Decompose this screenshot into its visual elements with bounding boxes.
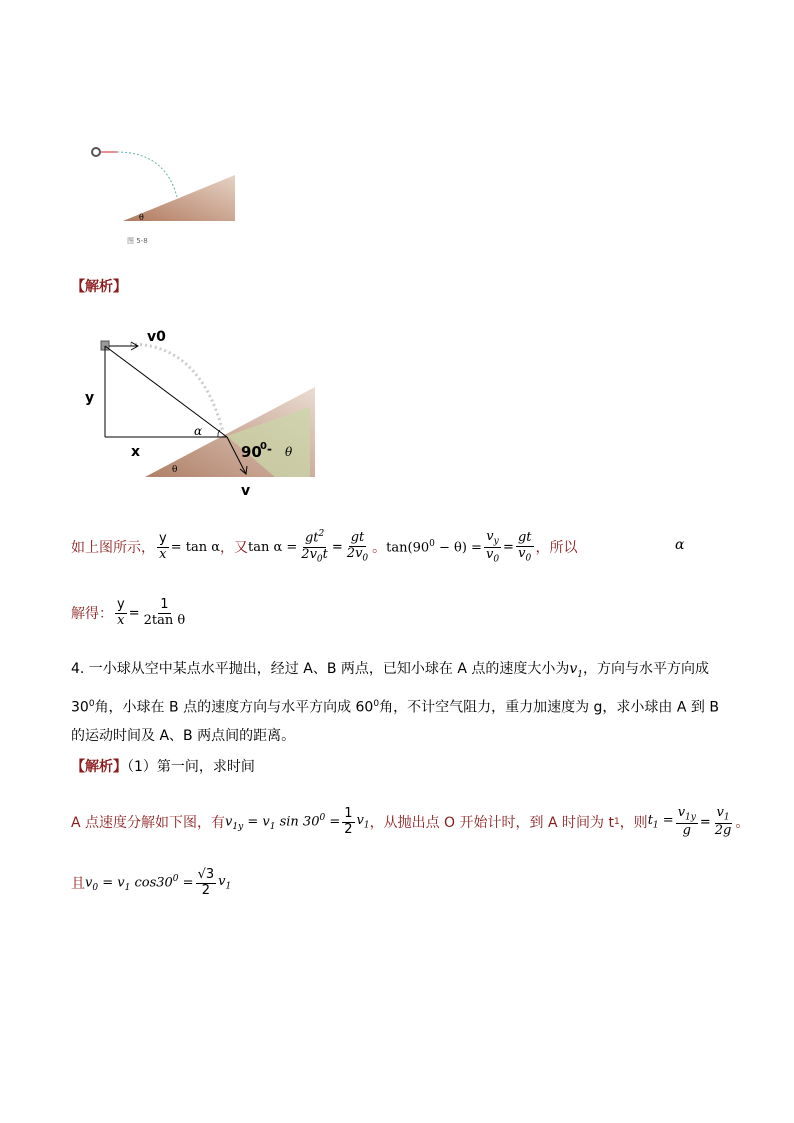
label-v: v xyxy=(241,483,251,499)
l2-prefix: 解得： xyxy=(71,606,113,622)
label-theta2: θ xyxy=(172,465,178,475)
minus-theta: − θ) = xyxy=(434,540,482,556)
label-v0: v0 xyxy=(147,329,166,345)
q4-sub1: 1 xyxy=(577,669,584,680)
q4-sup0b: 0 xyxy=(373,698,380,709)
l4-mid: = v xyxy=(98,874,125,890)
frac-y-x-2 xyxy=(115,598,127,629)
frac-y: y xyxy=(159,530,167,546)
figure-velocity-decomposition xyxy=(80,322,320,507)
l3-p3: ，则 xyxy=(619,815,648,831)
l3-t1: t xyxy=(647,813,653,829)
l3-eq: = xyxy=(325,813,341,829)
label-x: x xyxy=(131,444,141,460)
f2d: 2g xyxy=(714,822,732,838)
l3-p1: A 点速度分解如下图，有 xyxy=(71,815,226,831)
l3-sub: 1y xyxy=(232,821,244,832)
two-v0: 2v xyxy=(346,545,363,561)
l4-v1-sub: 1 xyxy=(225,881,232,892)
deg0: 0 xyxy=(429,538,435,549)
tan90: tan(90 xyxy=(386,540,430,556)
l3-eq3: = xyxy=(699,814,711,830)
frac-vy-v0: $\frac{v_y}{v_0}$ xyxy=(485,528,500,565)
vy: v xyxy=(486,528,494,544)
half-den: 2 xyxy=(344,821,353,837)
frac-gt-2v0: $\frac{gt}{2v_0}$ xyxy=(346,529,369,564)
frac-gt2 xyxy=(299,529,330,564)
t: t xyxy=(322,546,328,562)
l3-eq2: = xyxy=(658,813,674,829)
question-4 xyxy=(71,655,731,751)
label-y: y xyxy=(85,390,95,406)
frac-v1y-g xyxy=(676,806,698,839)
q4-p2: ，方向与水平方向成 30 xyxy=(71,661,710,716)
l3-t-sub: 1 xyxy=(613,817,620,827)
figure1-caption: 图 5-8 xyxy=(127,237,148,245)
l4-eq: = xyxy=(178,874,194,890)
l2-one: 1 xyxy=(160,596,169,612)
l2-eq: = xyxy=(128,605,140,621)
l3-mid: = v xyxy=(243,813,270,829)
l2-den: 2tan θ xyxy=(143,612,186,628)
l4-v1: v xyxy=(218,874,226,890)
l3-t1-sub: 1 xyxy=(652,820,659,831)
label-alpha: α xyxy=(194,424,203,438)
gt-b: gt xyxy=(517,529,532,545)
f1d: g xyxy=(682,822,691,838)
q4-v1: v xyxy=(569,661,578,677)
l3-sub2: 1 xyxy=(269,821,276,832)
l4-v0: v xyxy=(85,874,93,890)
l3-deg: 0 xyxy=(319,812,326,823)
figure1-theta: θ xyxy=(139,213,144,222)
l1-suffix: ，所以 xyxy=(535,540,578,556)
frac-gt-v0: $\frac{gt}{v_0}$ xyxy=(517,529,532,564)
l2-y: y xyxy=(117,596,125,612)
frac-half xyxy=(342,807,354,838)
l4-deg: 0 xyxy=(172,873,179,884)
frac-sqrt3-2 xyxy=(196,868,217,899)
l2-x: x xyxy=(117,612,125,628)
ball xyxy=(92,148,100,156)
label-90: 90 xyxy=(241,443,262,461)
f1n-sub: 1y xyxy=(685,812,696,823)
l4-cos: cos30 xyxy=(130,874,173,890)
half-num: 1 xyxy=(344,805,353,821)
tan-alpha: tan α = xyxy=(248,539,298,555)
l3-v1-sub: 1 xyxy=(363,820,370,831)
l4-v0-sub: 0 xyxy=(92,882,99,893)
sq: 2 xyxy=(318,529,325,540)
frac-v1-2g xyxy=(713,806,734,839)
l3-v: v xyxy=(225,813,233,829)
l3-end: 。 xyxy=(735,815,750,831)
jiexi2-text: （1）第一问，求时间 xyxy=(127,759,255,775)
figure-projectile-incline xyxy=(85,135,260,250)
l4-sub1: 1 xyxy=(124,882,131,893)
alpha-end: α xyxy=(675,537,685,553)
equation-line-1: 如上图所示， $\frac{y}{x}$ = tan α ，又 tan α = $\frac{gt^2}{2v_0t}$ = $\frac{gt}{2v_0}$ 。 $\tan(90^0 - \theta)$ = $\frac{v_y}{v_0}$ = $\frac{gt}{v_0}$ ，所以 xyxy=(71,528,578,565)
l3-sin: sin 30 xyxy=(275,813,320,829)
sqrt3: √3 xyxy=(197,866,215,882)
l4-den: 2 xyxy=(201,882,210,898)
trajectory xyxy=(117,152,177,197)
eq-tan-alpha: = tan α xyxy=(170,539,220,555)
sub0: 0 xyxy=(316,554,323,565)
frac-1-2tan xyxy=(142,598,188,629)
frac-y-x xyxy=(157,532,169,563)
frac-x: x xyxy=(159,546,167,562)
f1n: v xyxy=(677,804,686,820)
l1-mid: ，又 xyxy=(220,540,248,556)
l3-v1: v xyxy=(356,813,364,829)
q4-sup0: 0 xyxy=(88,698,95,709)
period: 。 xyxy=(372,540,387,556)
label-theta: θ xyxy=(285,445,293,459)
q4-p1: 4. 一小球从空中某点水平抛出，经过 A、B 两点，已知小球在 A 点的速度大小为 xyxy=(71,661,570,677)
gt2: gt xyxy=(304,530,319,546)
jiexi2-label: 【解析】 xyxy=(71,759,127,775)
v0-den: v xyxy=(485,546,494,562)
label-deg: 0 xyxy=(260,441,267,452)
f2n: v xyxy=(716,804,724,820)
gt: gt xyxy=(350,529,365,545)
equation-line-4 xyxy=(71,862,231,904)
l3-p2: ，从抛出点 O 开始计时，到 A 时间为 t xyxy=(369,815,614,831)
vy-sub: y xyxy=(493,536,499,547)
jiexi-heading: 【解析】 xyxy=(71,279,127,295)
l4-prefix: 且 xyxy=(71,876,85,892)
label-minus: - xyxy=(267,442,272,456)
f2n-sub: 1 xyxy=(723,812,730,823)
two-v: 2v xyxy=(301,546,317,562)
q4-p3: 角，小球在 B 点的速度方向与水平方向成 60 xyxy=(94,699,374,716)
equation-line-3 xyxy=(71,802,749,842)
equation-line-2 xyxy=(71,593,189,633)
l1-prefix: 如上图所示， xyxy=(71,540,155,556)
q4-p4: 角，不计空气阻力，重力加速度为 g，求小球由 A 到 B 的运动时间及 A、B 两点间的距离。 xyxy=(71,699,719,745)
jiexi-2 xyxy=(71,756,255,776)
